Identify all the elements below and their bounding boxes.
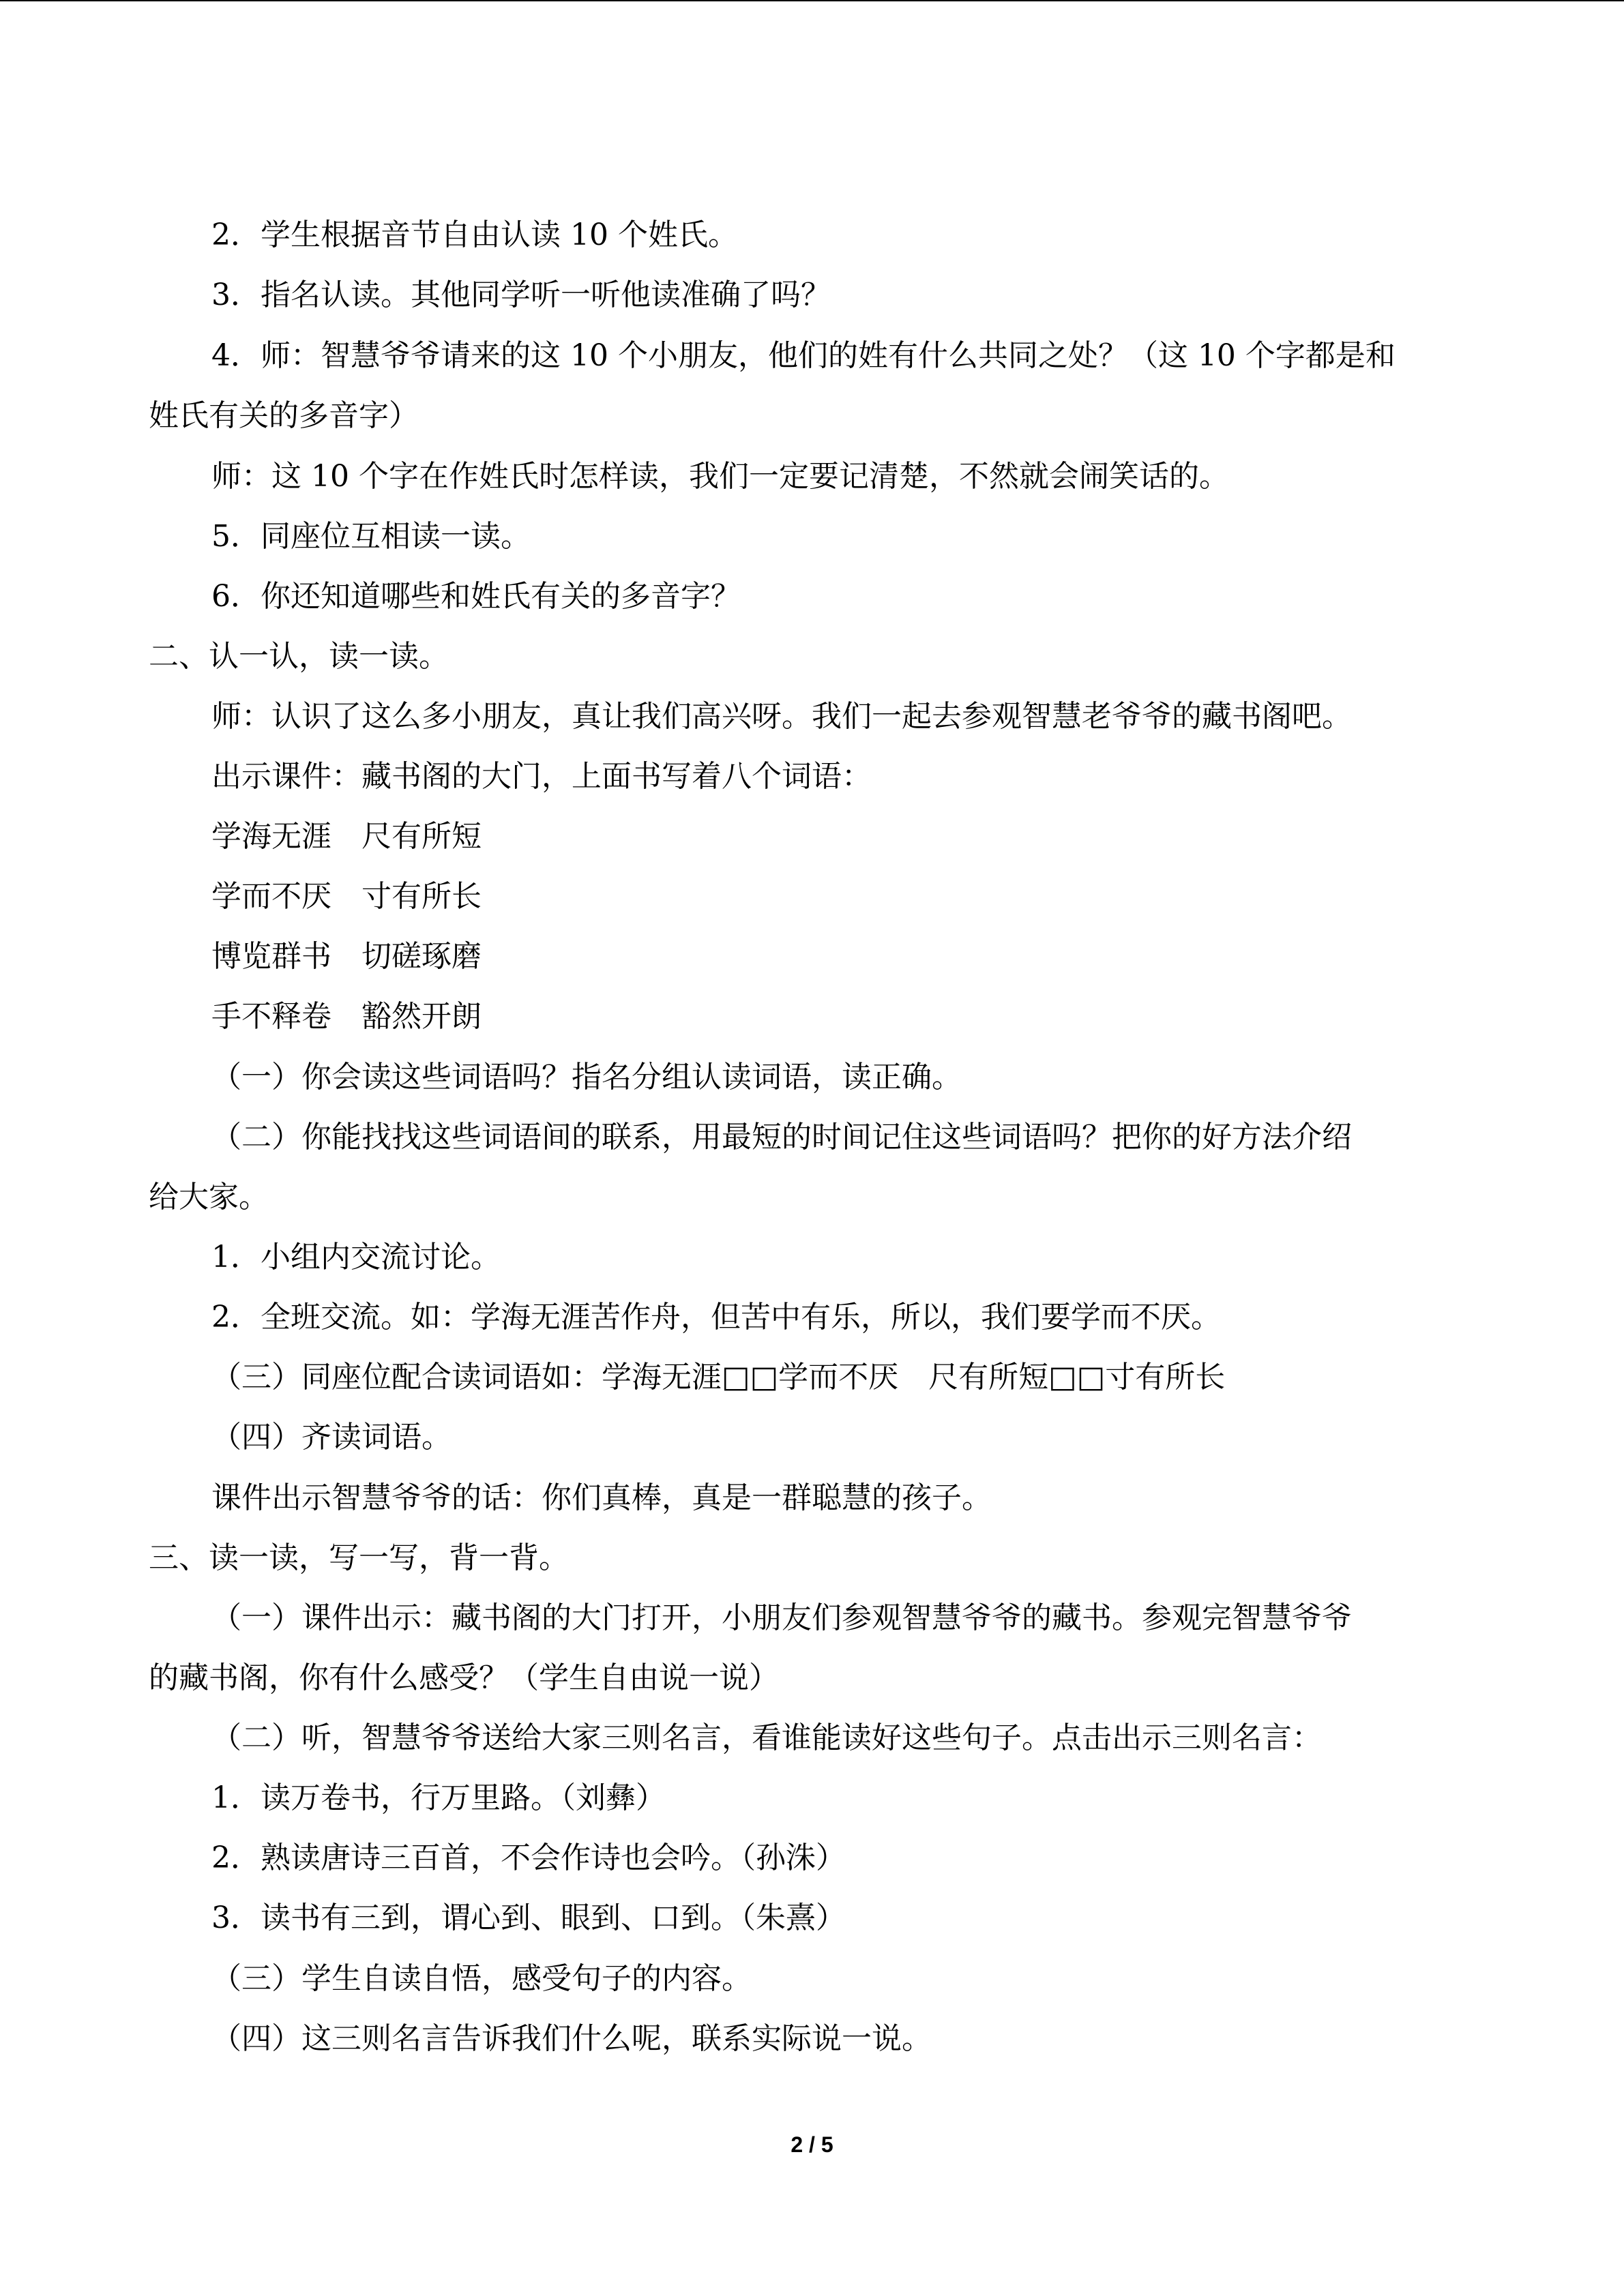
text-line: 的藏书阁，你有什么感受？（学生自由说一说） [149, 1660, 779, 1695]
text-line: （四）齐读词语。 [211, 1420, 452, 1455]
text-line: 给大家。 [149, 1180, 269, 1214]
text-line: 6．你还知道哪些和姓氏有关的多音字？ [211, 579, 741, 614]
text-line: （三）同座位配合读词语如：学海无涯□□学而不厌 尺有所短□□寸有所长 [211, 1360, 1226, 1395]
text-line: 5．同座位互相读一读。 [211, 519, 531, 554]
text-line: （三）学生自读自悟，感受句子的内容。 [211, 1961, 752, 1996]
text-line: 课件出示智慧爷爷的话：你们真棒，真是一群聪慧的孩子。 [211, 1480, 992, 1515]
text-line: 1．小组内交流讨论。 [211, 1240, 501, 1274]
page-number: 2 / 5 [791, 2132, 833, 2157]
text-line: 2．全班交流。如：学海无涯苦作舟，但苦中有乐，所以，我们要学而不厌。 [211, 1300, 1221, 1335]
text-line: 4．师：智慧爷爷请来的这 10 个小朋友，他们的姓有什么共同之处？（这 10 个字都是和 [211, 338, 1396, 373]
quote-line: 2．熟读唐诗三百首，不会作诗也会吟。（孙洙） [211, 1840, 846, 1875]
quote-line: 1．读万卷书，行万里路。（刘彝） [211, 1780, 666, 1815]
text-line: （二）你能找找这些词语间的联系，用最短的时间记住这些词语吗？把你的好方法介绍 [211, 1120, 1352, 1154]
text-line: （二）听，智慧爷爷送给大家三则名言，看谁能读好这些句子。点击出示三则名言： [211, 1720, 1322, 1755]
text-line: 2．学生根据音节自由认读 10 个姓氏。 [211, 218, 738, 252]
text-line: （一）课件出示：藏书阁的大门打开，小朋友们参观智慧爷爷的藏书。参观完智慧爷爷 [211, 1600, 1352, 1635]
text-line: （一）你会读这些词语吗？指名分组认读词语，读正确。 [211, 1060, 962, 1094]
word-pair: 学海无涯 尺有所短 [211, 819, 482, 854]
word-pair: 手不释卷 豁然开朗 [211, 999, 482, 1034]
text-line: 师：认识了这么多小朋友，真让我们高兴呀。我们一起去参观智慧老爷爷的藏书阁吧。 [211, 699, 1352, 734]
quote-line: 3．读书有三到，谓心到、眼到、口到。（朱熹） [211, 1900, 846, 1935]
text-line: 出示课件：藏书阁的大门，上面书写着八个词语： [211, 759, 872, 794]
word-pair: 学而不厌 寸有所长 [211, 879, 482, 914]
text-line: 3．指名认读。其他同学听一听他读准确了吗？ [211, 278, 831, 312]
text-line: （四）这三则名言告诉我们什么呢，联系实际说一说。 [211, 2021, 932, 2056]
text-line: 姓氏有关的多音字） [149, 398, 419, 433]
section-heading: 三、读一读，写一写，背一背。 [149, 1540, 569, 1575]
text-line: 师：这 10 个字在作姓氏时怎样读，我们一定要记清楚，不然就会闹笑话的。 [211, 459, 1229, 494]
section-heading: 二、认一认，读一读。 [149, 639, 449, 674]
word-pair: 博览群书 切磋琢磨 [211, 939, 482, 974]
